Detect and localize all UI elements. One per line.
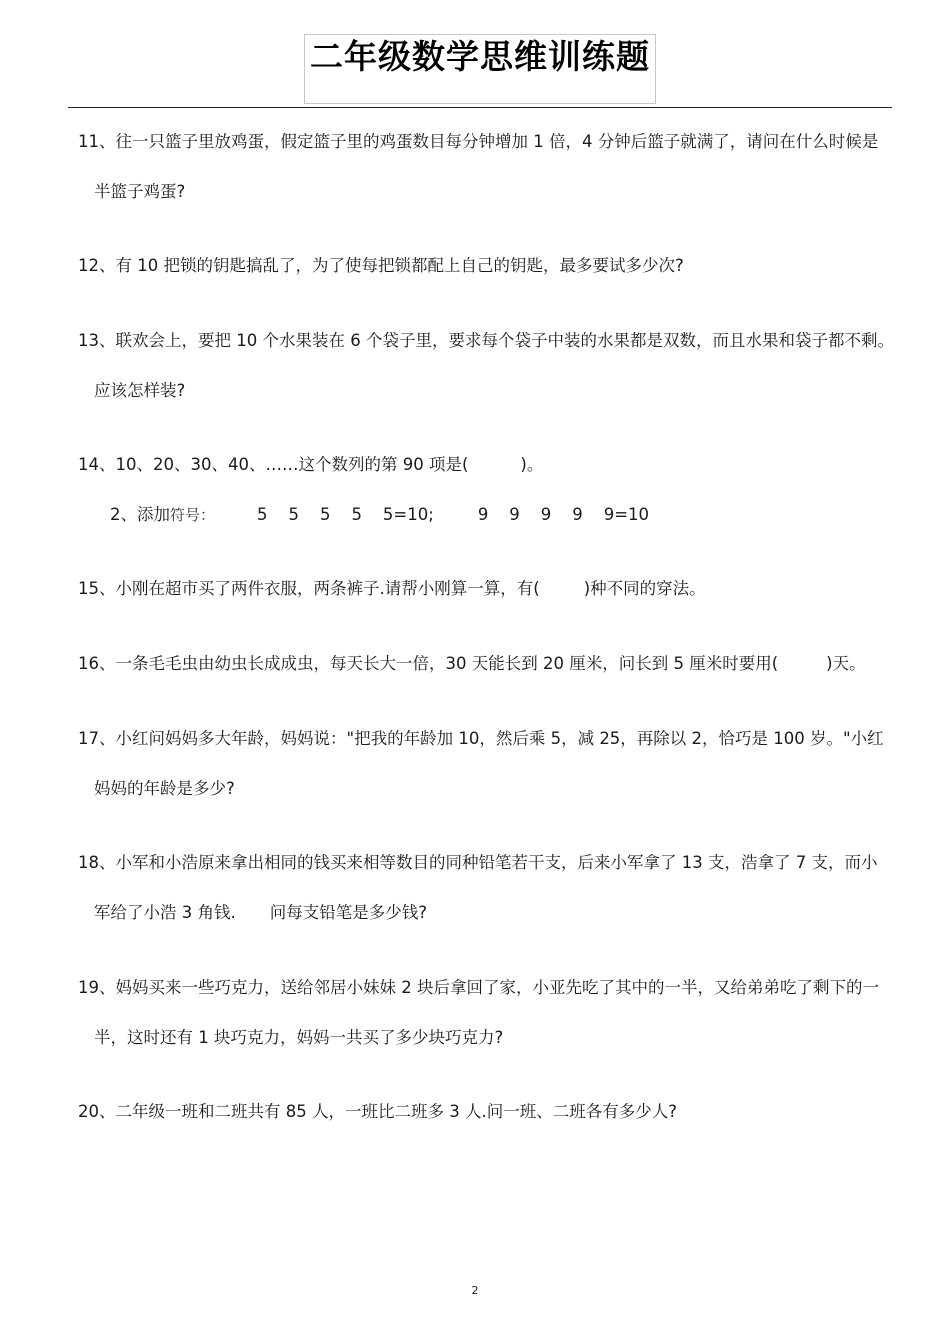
- question-11-line-1: 11、往一只篮子里放鸡蛋，假定篮子里的鸡蛋数目每分钟增加 1 倍，4 分钟后篮子就满了，请问在什么时候是: [78, 132, 879, 151]
- symbol-question: [110, 504, 649, 526]
- page-number: 2: [471, 1284, 479, 1297]
- question-18-part-a: 军给了小浩 3 角钱.: [94, 903, 236, 922]
- question-18-line-2: [94, 902, 427, 924]
- question-15-end: )种不同的穿法。: [583, 579, 706, 598]
- question-14-text: 14、10、20、30、40、……这个数列的第 90 项是(: [78, 455, 469, 474]
- question-18-line-1: 18、小军和小浩原来拿出相同的钱买来相等数目的同种铅笔若干支，后来小军拿了 13 支，浩拿了 7 支，而小: [78, 853, 878, 872]
- symbol-label: 2、添加: [110, 505, 170, 524]
- question-16-end: )天。: [826, 654, 866, 673]
- symbol-expression-1: 5 5 5 5 5=10;: [257, 505, 434, 524]
- title-box: [304, 34, 656, 104]
- question-14: [78, 454, 543, 476]
- question-17-line-2: 妈妈的年龄是多少?: [94, 779, 235, 798]
- question-11-line-2: 半篮子鸡蛋?: [94, 182, 186, 201]
- symbol-expression-2: 9 9 9 9 9=10: [477, 505, 650, 524]
- question-19-line-2: 半，这时还有 1 块巧克力，妈妈一共买了多少块巧克力?: [94, 1028, 504, 1047]
- question-15: [78, 578, 706, 600]
- question-13-line-2: 应该怎样装?: [94, 381, 186, 400]
- header-divider: [68, 107, 892, 108]
- question-16-text: 16、一条毛毛虫由幼虫长成成虫，每天长大一倍，30 天能长到 20 厘米，问长到 5 厘米时要用(: [78, 654, 779, 673]
- question-13-line-1: 13、联欢会上，要把 10 个水果装在 6 个袋子里，要求每个袋子中装的水果都是双数，而且水果和袋子都不剩。: [78, 331, 894, 350]
- question-14-end: )。: [520, 455, 544, 474]
- question-16: [78, 653, 866, 675]
- question-19-line-1: 19、妈妈买来一些巧克力，送给邻居小妹妹 2 块后拿回了家，小亚先吃了其中的一半，又给弟弟吃了剩下的一: [78, 978, 879, 997]
- symbol-label-2: 符号：: [170, 506, 216, 524]
- question-20: 20、二年级一班和二班共有 85 人，一班比二班多 3 人.问一班、二班各有多少人?: [78, 1102, 677, 1121]
- page-title: 二年级数学思维训练题: [310, 37, 650, 76]
- question-18-part-b: 问每支铅笔是多少钱?: [269, 903, 427, 922]
- question-12: 12、有 10 把锁的钥匙搞乱了，为了使每把锁都配上自己的钥匙，最多要试多少次?: [78, 256, 684, 275]
- question-17-line-1: 17、小红问妈妈多大年龄，妈妈说："把我的年龄加 10，然后乘 5，减 25，再除以 2，恰巧是 100 岁。"小红: [78, 729, 884, 748]
- question-15-text: 15、小刚在超市买了两件衣服，两条裤子.请帮小刚算一算，有(: [78, 579, 540, 598]
